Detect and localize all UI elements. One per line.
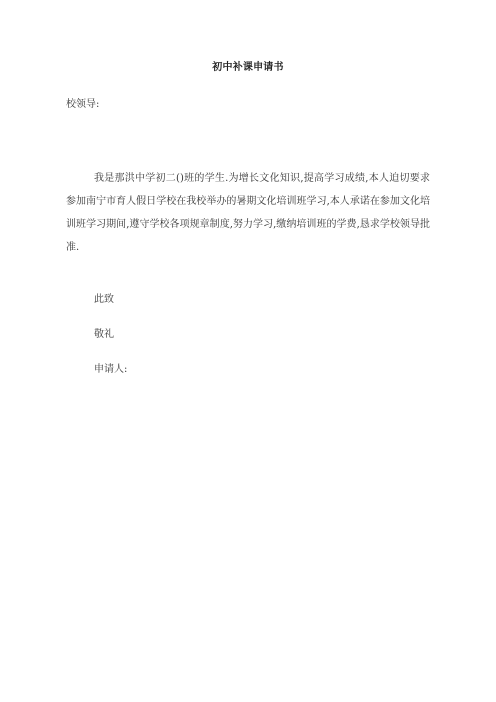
closing-respectfully: 此致 (94, 294, 114, 305)
document-title: 初中补课申请书 (212, 62, 284, 73)
applicant-signature-label: 申请人: (94, 364, 128, 375)
closing-salute: 敬礼 (94, 329, 114, 340)
body-paragraph: 我是那洪中学初二()班的学生.为增长文化知识,提高学习成绩,本人迫切要求参加南宁市育人假日学校在我校举办的暑期文化培训班学习,本人承诺在参加文化培训班学习期间,遵守学校各项规章制度,努力学习,缴纳培训班的学费,恳求学校领导批准. (66, 173, 430, 253)
salutation: 校领导: (66, 99, 100, 110)
